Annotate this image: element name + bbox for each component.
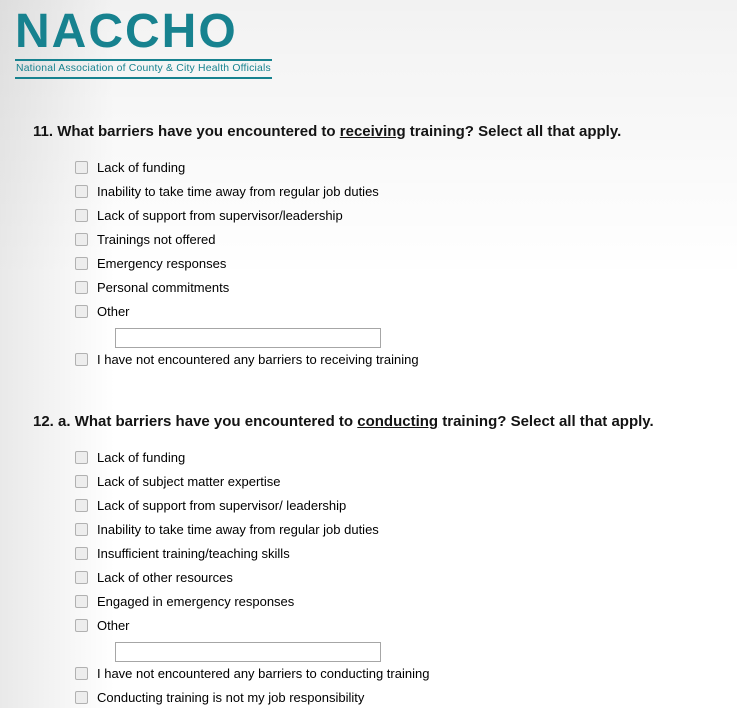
checkbox-label: Insufficient training/teaching skills [97,545,290,561]
checkbox[interactable] [75,305,88,318]
option-insufficient-teaching-skills[interactable] [75,546,737,561]
checkbox-label: Lack of subject matter expertise [97,473,281,489]
checkbox-label: Lack of other resources [97,569,233,585]
option-lack-of-other-resources[interactable] [75,570,737,585]
checkbox-label: Other [97,617,130,633]
question-11-options [75,160,737,367]
checkbox[interactable] [75,281,88,294]
checkbox-label: Lack of funding [97,159,186,175]
checkbox-label: Trainings not offered [97,231,216,247]
question-11-heading [33,123,737,141]
logo-tagline-rule [15,59,272,79]
question-12a-heading-prefix: 12. a. What barriers have you encountered to [33,412,358,430]
checkbox-label: Lack of support from supervisor/leadership [97,207,343,223]
checkbox[interactable] [75,475,88,488]
checkbox-label: Engaged in emergency responses [97,593,295,609]
question-12a [33,413,737,705]
option-lack-of-funding[interactable] [75,450,737,465]
question-12a-heading-underlined: conducting [357,412,439,430]
question-11 [33,123,737,367]
other-text-input[interactable] [115,328,381,348]
checkbox[interactable] [75,161,88,174]
checkbox-label: Inability to take time away from regular job duties [97,521,379,537]
question-11-heading-underlined: receiving [339,122,406,140]
checkbox-label: Lack of support from supervisor/ leadership [97,497,347,513]
checkbox-label: Conducting training is not my job responsibility [97,689,365,705]
checkbox[interactable] [75,499,88,512]
checkbox-label: I have not encountered any barriers to receiving training [97,351,419,367]
question-12a-options [75,450,737,705]
checkbox[interactable] [75,571,88,584]
option-engaged-emergency-responses[interactable] [75,594,737,609]
option-inability-time-away[interactable] [75,522,737,537]
checkbox[interactable] [75,595,88,608]
option-not-my-job-responsibility[interactable] [75,690,737,705]
question-11-heading-suffix: training? Select all that apply. [405,122,622,140]
survey-content [33,123,737,705]
checkbox[interactable] [75,691,88,704]
checkbox-label: Other [97,303,130,319]
checkbox[interactable] [75,547,88,560]
option-other[interactable] [75,304,737,319]
option-lack-of-funding[interactable] [75,160,737,175]
option-emergency-responses[interactable] [75,256,737,271]
naccho-logo [15,5,272,79]
checkbox[interactable] [75,667,88,680]
option-personal-commitments[interactable] [75,280,737,295]
checkbox-label: Personal commitments [97,279,230,295]
option-trainings-not-offered[interactable] [75,232,737,247]
option-lack-of-support[interactable] [75,208,737,223]
option-inability-time-away[interactable] [75,184,737,199]
checkbox[interactable] [75,619,88,632]
checkbox-label: Lack of funding [97,449,186,465]
question-12a-heading [33,413,737,431]
option-other[interactable] [75,618,737,633]
checkbox[interactable] [75,209,88,222]
option-no-barriers-receiving[interactable] [75,352,737,367]
other-text-input[interactable] [115,642,381,662]
checkbox-label: I have not encountered any barriers to conducting training [97,665,430,681]
question-12a-heading-suffix: training? Select all that apply. [438,412,654,430]
checkbox-label: Emergency responses [97,255,227,271]
checkbox[interactable] [75,233,88,246]
checkbox-label: Inability to take time away from regular job duties [97,183,379,199]
checkbox[interactable] [75,257,88,270]
option-lack-of-support[interactable] [75,498,737,513]
logo-acronym: NACCHO [15,5,238,58]
checkbox[interactable] [75,451,88,464]
checkbox[interactable] [75,353,88,366]
checkbox[interactable] [75,523,88,536]
question-11-heading-prefix: 11. What barriers have you encountered to [33,122,340,140]
option-lack-subject-matter-expertise[interactable] [75,474,737,489]
option-no-barriers-conducting[interactable] [75,666,737,681]
logo-tagline: National Association of County & City Health Officials [16,62,271,74]
checkbox[interactable] [75,185,88,198]
